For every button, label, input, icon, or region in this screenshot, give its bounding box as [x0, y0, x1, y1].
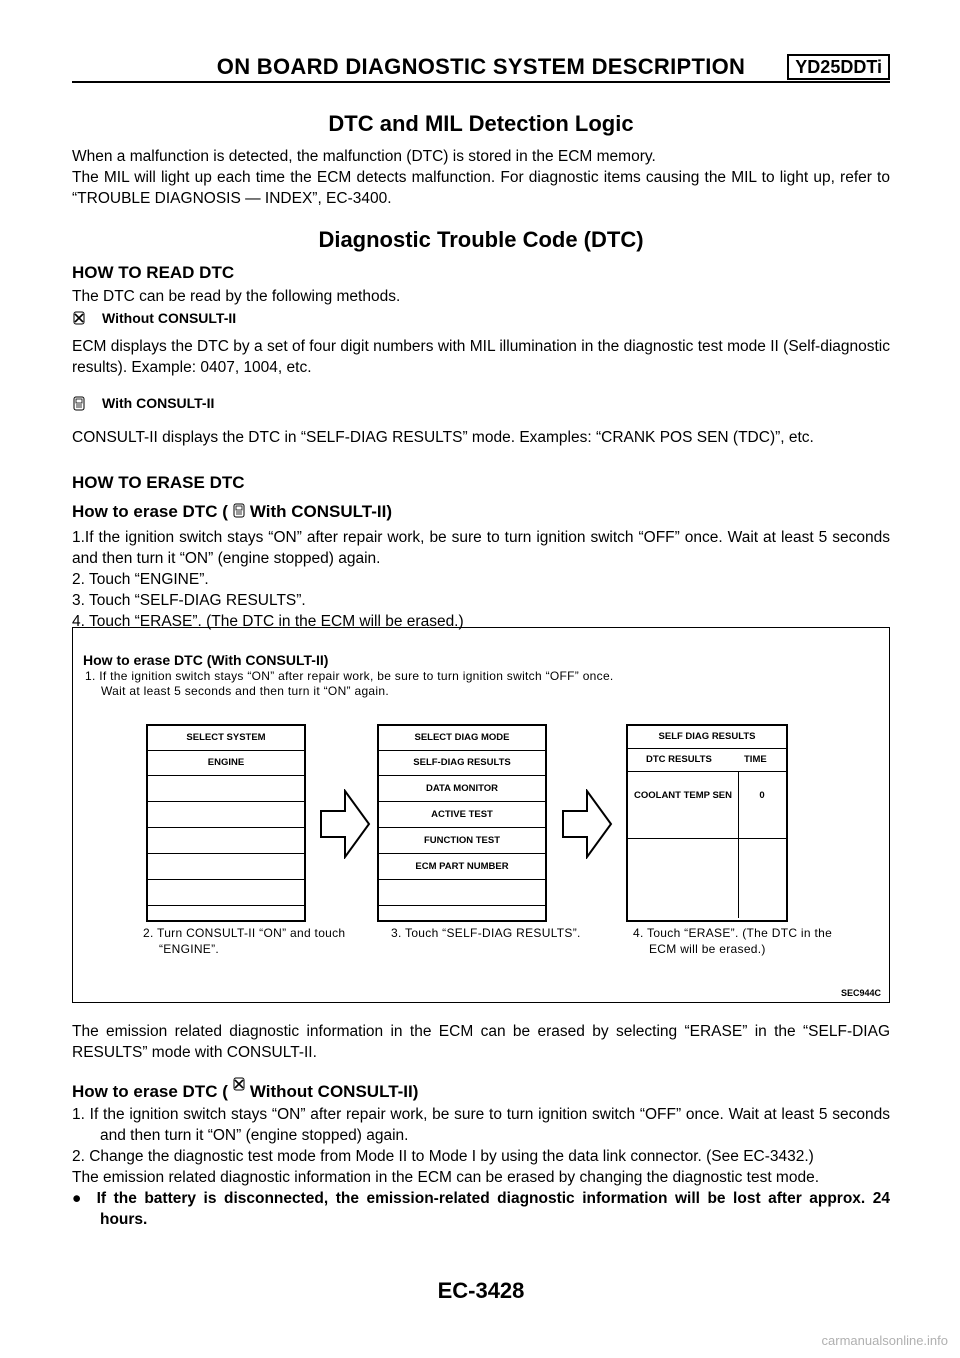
- figure-caption-step4: [633, 925, 832, 957]
- site-watermark: carmanualsonline.info: [821, 1333, 948, 1348]
- screen-row-active-test[interactable]: ACTIVE TEST: [379, 802, 545, 828]
- subheading-how-to-read: HOW TO READ DTC: [72, 263, 235, 282]
- row-divider: [628, 838, 786, 839]
- engine-code-badge: YD25DDTi: [787, 54, 890, 80]
- step-item: 2. Touch “ENGINE”.: [72, 571, 209, 588]
- result-time-value: 0: [759, 790, 765, 801]
- screen-row-data-monitor[interactable]: DATA MONITOR: [379, 776, 545, 802]
- caption-line: 4. Touch “ERASE”. (The DTC in the: [633, 926, 833, 940]
- screen-row-empty: [148, 854, 304, 880]
- consult-screen-select-diag-mode: [377, 724, 547, 922]
- subheading-erase-with-consult: [72, 502, 392, 524]
- no-consult-icon: [72, 311, 86, 330]
- results-table: [628, 772, 786, 918]
- screen-row-columns: [628, 749, 786, 772]
- erase-dtc-figure: [72, 627, 890, 1003]
- warning-bullet: [72, 1188, 890, 1230]
- screen-row-empty: [148, 880, 304, 906]
- paragraph-line: The MIL will light up each time the ECM detects malfunction. For diagnostic items causing the MIL to light up, refer to “TROUBLE DIAGNOSIS — INDEX”, EC-3400.: [72, 169, 890, 207]
- label-without-consult: [72, 310, 236, 330]
- heading-text: Without CONSULT-II): [249, 1082, 419, 1101]
- erase-without-consult-steps: [72, 1104, 890, 1230]
- paragraph-with-consult: CONSULT-II displays the DTC in “SELF-DIAG RESULTS” mode. Examples: “CRANK POS SEN (TDC)”, etc.: [72, 429, 814, 446]
- step-item: 3. Touch “SELF-DIAG RESULTS”.: [72, 592, 306, 609]
- screen-row-title: SELECT SYSTEM: [148, 726, 304, 751]
- figure-title: How to erase DTC (With CONSULT-II): [83, 652, 329, 668]
- screen-row-empty: [379, 880, 545, 906]
- paragraph-line: When a malfunction is detected, the malfunction (DTC) is stored in the ECM memory.: [72, 148, 656, 165]
- screen-row-title: SELECT DIAG MODE: [379, 726, 545, 751]
- paragraph-mil-intro: [72, 146, 890, 209]
- section-heading-dtc: Diagnostic Trouble Code (DTC): [318, 227, 644, 252]
- subheading-erase-without-consult: [72, 1077, 418, 1102]
- step-item: 2. Change the diagnostic test mode from Mode II to Mode I by using the data link connector. (See EC-3432.): [72, 1148, 814, 1165]
- column-header-time: TIME: [744, 754, 767, 765]
- consult-screen-self-diag-results: [626, 724, 788, 922]
- figure-line: 1. If the ignition switch stays “ON” after repair work, be sure to turn ignition switch “OFF” once.: [85, 669, 614, 683]
- no-consult-icon: [232, 1077, 246, 1098]
- paragraph-read-intro: The DTC can be read by the following methods.: [72, 288, 401, 305]
- consult-icon: [72, 396, 86, 415]
- screen-row-function-test[interactable]: FUNCTION TEST: [379, 828, 545, 854]
- arrow-right-icon: [561, 789, 613, 859]
- erase-with-consult-steps: [72, 527, 890, 632]
- consult-screen-select-system: [146, 724, 306, 922]
- paragraph-after-figure: The emission related diagnostic information in the ECM can be erased by selecting “ERASE” in the “SELF-DIAG RESULTS” mode with CONSULT-II.: [72, 1023, 890, 1061]
- page-header: [72, 54, 890, 80]
- screen-row-empty: [148, 776, 304, 802]
- caption-line: 2. Turn CONSULT-II “ON” and touch: [143, 926, 346, 940]
- bullet-text: If the battery is disconnected, the emission-related diagnostic information will be lost after approx. 24 hours.: [96, 1190, 890, 1228]
- label-text: Without CONSULT-II: [102, 310, 237, 326]
- heading-text: How to erase DTC (: [72, 1082, 228, 1101]
- screen-row-engine[interactable]: ENGINE: [148, 751, 304, 776]
- screen-row-ecm-part-number[interactable]: ECM PART NUMBER: [379, 854, 545, 880]
- bullet-mark: ●: [72, 1190, 85, 1207]
- step-item: The emission related diagnostic information in the ECM can be erased by changing the diagnostic test mode.: [72, 1169, 820, 1186]
- step-item: 1. If the ignition switch stays “ON” after repair work, be sure to turn ignition switch “OFF” once. Wait at least 5 seconds and then turn it “ON” (engine stopped) again.: [72, 1106, 890, 1144]
- figure-caption-step2: [143, 925, 345, 957]
- paragraph-without-consult: ECM displays the DTC by a set of four digit numbers with MIL illumination in the diagnostic test mode II (Self-diagnostic results). Example: 0407, 1004, etc.: [72, 338, 890, 376]
- caption-line: “ENGINE”.: [159, 942, 220, 956]
- screen-row-title: SELF DIAG RESULTS: [628, 726, 786, 749]
- screen-row-empty: [148, 802, 304, 828]
- screen-row-empty: [148, 828, 304, 854]
- label-with-consult: [72, 395, 214, 415]
- arrow-right-icon: [319, 789, 371, 859]
- column-header-dtc-results: DTC RESULTS: [646, 754, 712, 765]
- header-rule: [72, 81, 890, 83]
- page-header-title: ON BOARD DIAGNOSTIC SYSTEM DESCRIPTION: [216, 54, 746, 79]
- subheading-how-to-erase: HOW TO ERASE DTC: [72, 473, 245, 492]
- result-item-coolant-temp: COOLANT TEMP SEN: [634, 790, 732, 801]
- screen-row-self-diag-results[interactable]: SELF-DIAG RESULTS: [379, 751, 545, 776]
- step-item: 1.If the ignition switch stays “ON” after repair work, be sure to turn ignition switch “OFF” once. Wait at least 5 seconds and then turn it “ON” (engine stopped) again.: [72, 529, 890, 567]
- step-item: 4. Touch “ERASE”. (The DTC in the ECM will be erased.): [72, 613, 464, 630]
- section-heading-dtc-mil: DTC and MIL Detection Logic: [328, 111, 634, 136]
- figure-line: Wait at least 5 seconds and then turn it “ON” again.: [101, 684, 389, 698]
- page-number: EC-3428: [437, 1278, 525, 1303]
- figure-id: SEC944C: [840, 988, 881, 998]
- heading-text: With CONSULT-II): [249, 502, 392, 521]
- label-text: With CONSULT-II: [102, 395, 215, 411]
- consult-icon: [232, 503, 246, 524]
- figure-caption-step3: 3. Touch “SELF-DIAG RESULTS”.: [391, 926, 581, 940]
- caption-line: ECM will be erased.): [649, 942, 766, 956]
- heading-text: How to erase DTC (: [72, 502, 228, 521]
